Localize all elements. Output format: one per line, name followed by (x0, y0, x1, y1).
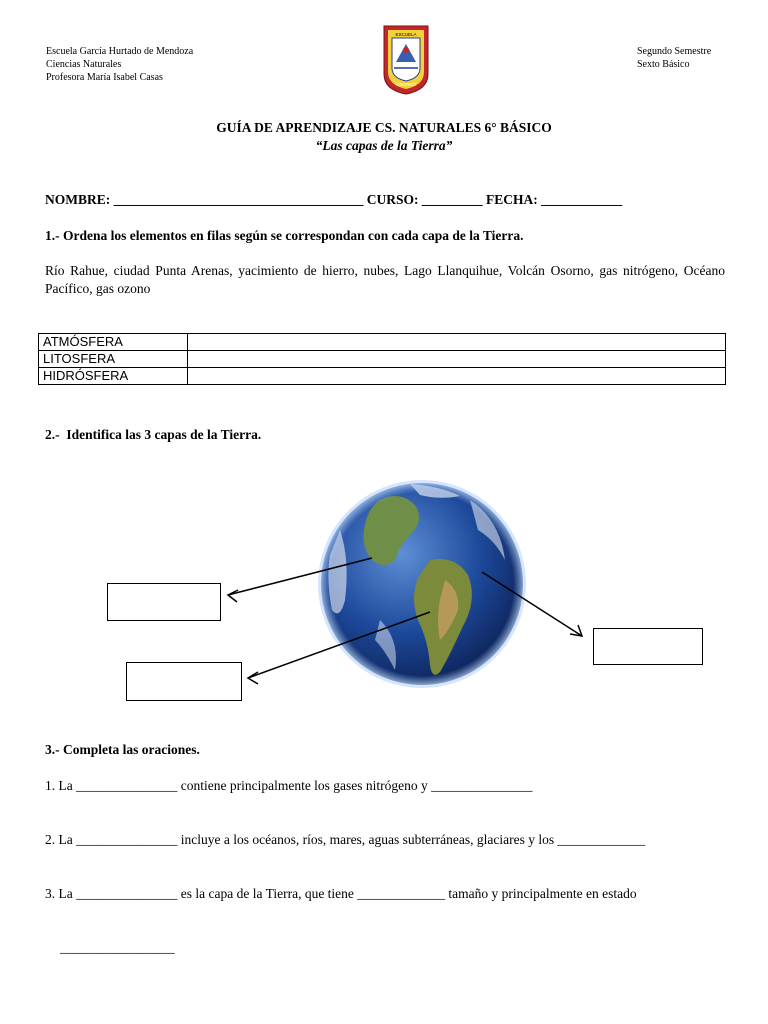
answer-box-left-top[interactable] (107, 583, 221, 621)
page-subtitle: “Las capas de la Tierra” (315, 138, 453, 153)
row-label-atmosfera: ATMÓSFERA (39, 334, 188, 351)
logo-top-text: ESCUELA (395, 32, 417, 37)
row-label-hidrosfera: HIDRÓSFERA (39, 368, 188, 385)
answer-cell-hidrosfera[interactable] (188, 368, 726, 385)
answer-box-left-bottom[interactable] (126, 662, 242, 701)
arrow-to-left-top-box (228, 558, 372, 595)
answer-box-right[interactable] (593, 628, 703, 665)
table-row (39, 334, 726, 351)
table-row (39, 368, 726, 385)
table-row (39, 351, 726, 368)
header-left (46, 45, 193, 84)
sentence-2[interactable]: 2. La _______________ incluye a los océanos, ríos, mares, aguas subterráneas, glaciares y los _____________ (45, 832, 646, 847)
arrow-to-right-box (482, 572, 582, 636)
arrow-to-left-bottom-box (248, 612, 430, 678)
student-info-row[interactable]: NOMBRE: _____________________________________ CURSO: _________ FECHA: ____________ (45, 192, 623, 207)
question-3-heading: 3.- Completa las oraciones. (45, 742, 200, 757)
layers-table (38, 333, 726, 385)
answer-cell-atmosfera[interactable] (188, 334, 726, 351)
answer-cell-litosfera[interactable] (188, 351, 726, 368)
sentence-3-continuation[interactable]: _________________ (60, 940, 175, 955)
teacher-name: Profesora María Isabel Casas (46, 72, 163, 83)
school-name: Escuela García Hurtado de Mendoza (46, 46, 194, 57)
subject-name: Ciencias Naturales (46, 59, 122, 70)
semester: Segundo Semestre (637, 46, 712, 57)
question-1-elements: Río Rahue, ciudad Punta Arenas, yacimiento de hierro, nubes, Lago Llanquihue, Volcán Osorno, gas nitrógeno, Océano Pacífico, gas ozono (45, 263, 725, 296)
question-2-heading: 2.- Identifica las 3 capas de la Tierra. (45, 427, 262, 442)
pointer-arrows (228, 558, 582, 684)
earth-globe-image (318, 480, 526, 688)
school-logo (380, 22, 432, 96)
logo-bottom-text: OSORNO (395, 82, 417, 87)
question-1-heading: 1.- Ordena los elementos en filas según se correspondan con cada capa de la Tierra. (45, 228, 524, 243)
header-right (637, 45, 711, 71)
sentence-3[interactable]: 3. La _______________ es la capa de la Tierra, que tiene _____________ tamaño y principalmente en estado (45, 886, 637, 901)
sentence-1[interactable]: 1. La _______________ contiene principalmente los gases nitrógeno y _______________ (45, 778, 533, 793)
page-title: GUÍA DE APRENDIZAJE CS. NATURALES 6° BÁSICO (216, 120, 552, 135)
grade: Sexto Básico (637, 59, 690, 70)
row-label-litosfera: LITOSFERA (39, 351, 188, 368)
